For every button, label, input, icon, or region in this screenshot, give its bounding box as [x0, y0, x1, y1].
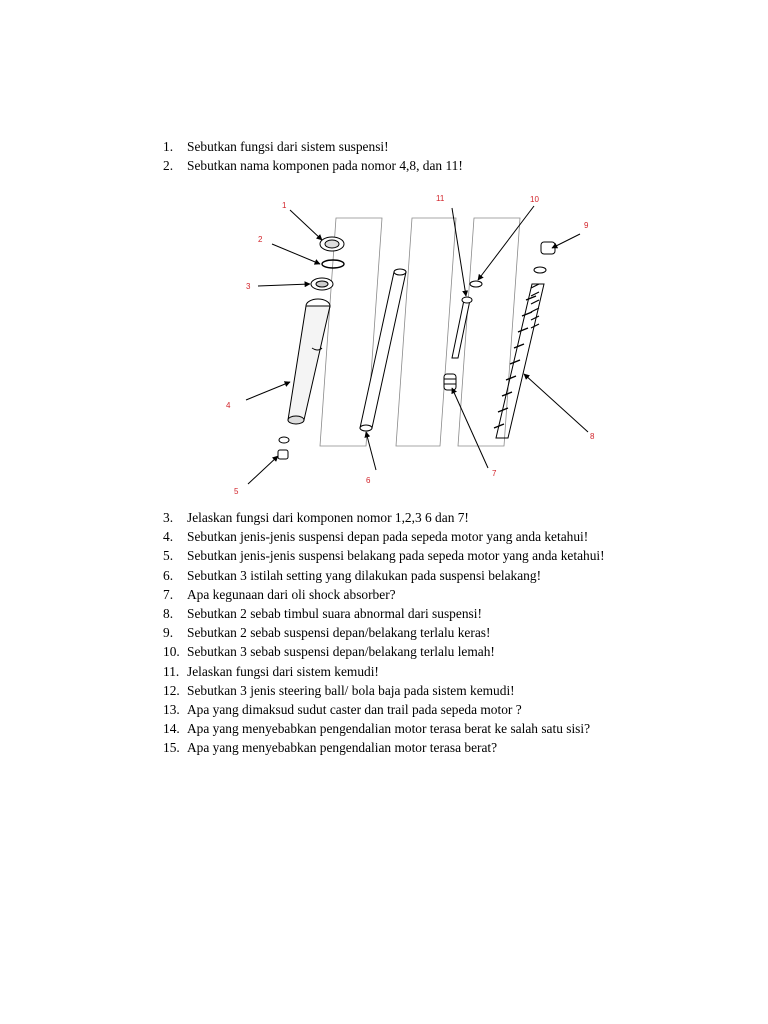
question-list-top	[163, 137, 463, 175]
question-number: 4.	[163, 529, 174, 545]
part-5-bolt	[278, 437, 289, 459]
question-list-bottom	[163, 508, 605, 758]
question-item	[163, 700, 605, 719]
part-10-ring	[470, 281, 482, 287]
callout-1: 1	[282, 201, 287, 210]
question-text: Apa kegunaan dari oli shock absorber?	[187, 586, 396, 602]
question-number: 15.	[163, 740, 180, 756]
question-number: 14.	[163, 721, 180, 737]
question-text: Sebutkan 3 sebab suspensi depan/belakang terlalu lemah!	[187, 644, 495, 660]
question-item	[163, 137, 463, 156]
front-fork-exploded-diagram	[186, 188, 598, 500]
callout-5: 5	[234, 487, 239, 496]
callout-2: 2	[258, 235, 263, 244]
part-9-cap-bolt	[534, 242, 555, 273]
question-item	[163, 508, 605, 527]
question-text: Sebutkan jenis-jenis suspensi belakang pada sepeda motor yang anda ketahui!	[187, 548, 605, 564]
callout-7: 7	[492, 469, 497, 478]
question-text: Sebutkan fungsi dari sistem suspensi!	[187, 139, 389, 154]
question-text: Apa yang menyebabkan pengendalian motor terasa berat ke salah satu sisi?	[187, 721, 591, 737]
question-text: Sebutkan nama komponen pada nomor 4,8, dan 11!	[187, 158, 463, 174]
part-1-bearing	[320, 237, 344, 251]
part-4-outer-tube	[288, 299, 330, 424]
question-item	[163, 585, 605, 604]
question-text: Jelaskan fungsi dari komponen nomor 1,2,3 6 dan 7!	[187, 510, 469, 525]
question-text: Apa yang dimaksud sudut caster dan trail pada sepeda motor ?	[187, 702, 522, 718]
question-number: 3.	[163, 510, 174, 525]
callout-10: 10	[530, 195, 539, 204]
part-3-oil-seal	[311, 278, 333, 290]
callout-3: 3	[246, 282, 251, 291]
question-text: Sebutkan 2 sebab timbul suara abnormal dari suspensi!	[187, 606, 482, 622]
question-number: 13.	[163, 702, 180, 718]
callout-4: 4	[226, 401, 231, 410]
callout-11: 11	[436, 194, 445, 203]
question-text: Sebutkan 3 istilah setting yang dilakukan pada suspensi belakang!	[187, 567, 542, 583]
question-number: 9.	[163, 625, 174, 641]
question-text: Sebutkan 2 sebab suspensi depan/belakang terlalu keras!	[187, 625, 491, 641]
question-item	[163, 719, 605, 738]
question-number: 11.	[163, 663, 180, 679]
question-item	[163, 156, 463, 175]
callout-9: 9	[584, 221, 589, 230]
question-text: Sebutkan jenis-jenis suspensi depan pada sepeda motor yang anda ketahui!	[187, 529, 589, 545]
question-text: Sebutkan 3 jenis steering ball/ bola baja pada sistem kemudi!	[187, 682, 515, 698]
callout-8: 8	[590, 432, 595, 441]
question-item	[163, 604, 605, 623]
question-number: 6.	[163, 567, 174, 583]
part-8-main-spring	[494, 284, 544, 438]
question-item	[163, 642, 605, 661]
callout-6: 6	[366, 476, 371, 485]
background-panels	[320, 218, 520, 446]
question-item	[163, 546, 605, 565]
question-item	[163, 681, 605, 700]
question-number: 2.	[163, 158, 174, 174]
question-item	[163, 738, 605, 757]
question-item	[163, 566, 605, 585]
question-number: 1.	[163, 139, 174, 154]
part-11-damper-rod	[452, 297, 472, 358]
question-text: Apa yang menyebabkan pengendalian motor terasa berat?	[187, 740, 498, 756]
question-item	[163, 662, 605, 681]
question-number: 10.	[163, 644, 180, 660]
question-item	[163, 527, 605, 546]
question-number: 5.	[163, 548, 174, 564]
leader-arrows	[246, 206, 588, 484]
question-number: 8.	[163, 606, 174, 622]
question-number: 12.	[163, 682, 180, 698]
question-text: Jelaskan fungsi dari sistem kemudi!	[187, 663, 379, 679]
question-item	[163, 623, 605, 642]
question-number: 7.	[163, 586, 174, 602]
part-7-rebound-spring	[444, 374, 456, 390]
